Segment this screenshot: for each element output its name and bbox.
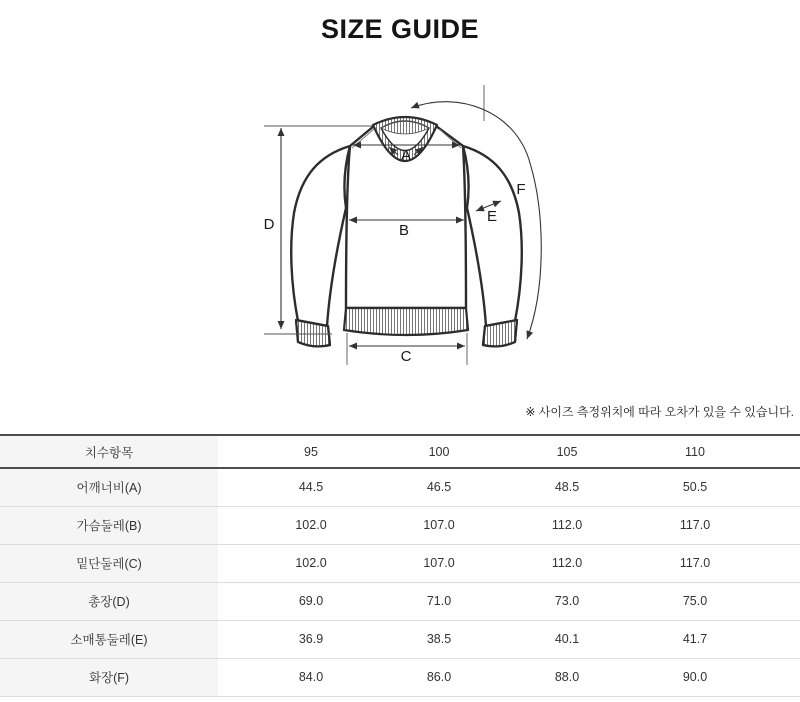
cell-value: 44.5 <box>298 480 324 495</box>
spacer-cell <box>218 506 247 544</box>
table-row <box>0 506 800 544</box>
cell-value: 112.0 <box>551 518 583 532</box>
cell-value: 40.1 <box>554 632 580 646</box>
row-label: 총장(D) <box>0 582 218 620</box>
cell-value: 50.5 <box>682 480 708 495</box>
label-c: C <box>400 348 412 365</box>
cell-value: 107.0 <box>423 556 455 570</box>
cell-value: 90.0 <box>682 670 708 684</box>
label-a: A <box>400 147 412 164</box>
sweatshirt-diagram-svg <box>0 83 800 383</box>
cell-value: 71.0 <box>426 594 452 608</box>
spacer-cell <box>218 468 247 506</box>
cell-value: 102.0 <box>295 518 327 532</box>
header-item-label: 치수항목 <box>0 435 218 468</box>
cell-value: 102.0 <box>295 556 327 570</box>
spacer-cell <box>218 658 247 696</box>
row-label: 화장(F) <box>0 658 218 696</box>
header-size-100: 100 <box>428 444 450 459</box>
sweatshirt-measurement-diagram <box>0 83 800 383</box>
spacer-cell <box>759 544 800 582</box>
cell-value: 88.0 <box>554 670 580 684</box>
label-b: B <box>398 222 410 239</box>
header-size-95: 95 <box>304 444 318 459</box>
spacer-cell <box>759 435 800 468</box>
row-label: 가슴둘레(B) <box>0 506 218 544</box>
table-row <box>0 658 800 696</box>
cell-value: 117.0 <box>679 518 711 532</box>
header-size-105: 105 <box>556 444 578 459</box>
cell-value: 38.5 <box>426 632 452 646</box>
hem-band <box>344 308 468 335</box>
spacer-cell <box>759 468 800 506</box>
spacer-cell <box>218 620 247 658</box>
label-f: F <box>516 181 526 198</box>
row-label: 밑단둘레(C) <box>0 544 218 582</box>
right-sleeve <box>463 146 522 326</box>
spacer-cell <box>218 582 247 620</box>
cell-value: 41.7 <box>682 632 708 646</box>
spacer-cell <box>218 435 247 468</box>
cell-value: 107.0 <box>423 518 455 532</box>
row-label: 소매통둘레(E) <box>0 620 218 658</box>
cell-value: 117.0 <box>679 556 711 570</box>
table-row <box>0 582 800 620</box>
row-label: 어깨너비(A) <box>0 468 218 506</box>
header-size-110: 110 <box>685 444 705 459</box>
cell-value: 86.0 <box>426 670 452 684</box>
label-d: D <box>263 216 275 233</box>
size-table <box>0 434 800 697</box>
cell-value: 84.0 <box>298 670 324 684</box>
cell-value: 46.5 <box>426 480 452 495</box>
page-title: SIZE GUIDE <box>320 14 480 44</box>
cell-value: 69.0 <box>298 594 324 608</box>
cell-value: 75.0 <box>682 594 708 608</box>
left-sleeve <box>291 146 350 326</box>
cell-value: 73.0 <box>554 594 580 608</box>
spacer-cell <box>759 658 800 696</box>
spacer-cell <box>759 506 800 544</box>
spacer-cell <box>218 544 247 582</box>
table-row <box>0 544 800 582</box>
spacer-cell <box>759 582 800 620</box>
cell-value: 112.0 <box>551 556 583 570</box>
cell-value: 48.5 <box>554 480 580 495</box>
table-row <box>0 468 800 506</box>
label-e: E <box>486 208 498 225</box>
spacer-cell <box>759 620 800 658</box>
table-header-row <box>0 435 800 468</box>
cell-value: 36.9 <box>298 632 324 646</box>
table-row <box>0 620 800 658</box>
measurement-disclaimer: ※ 사이즈 측정위치에 따라 오차가 있을 수 있습니다. <box>525 405 794 419</box>
